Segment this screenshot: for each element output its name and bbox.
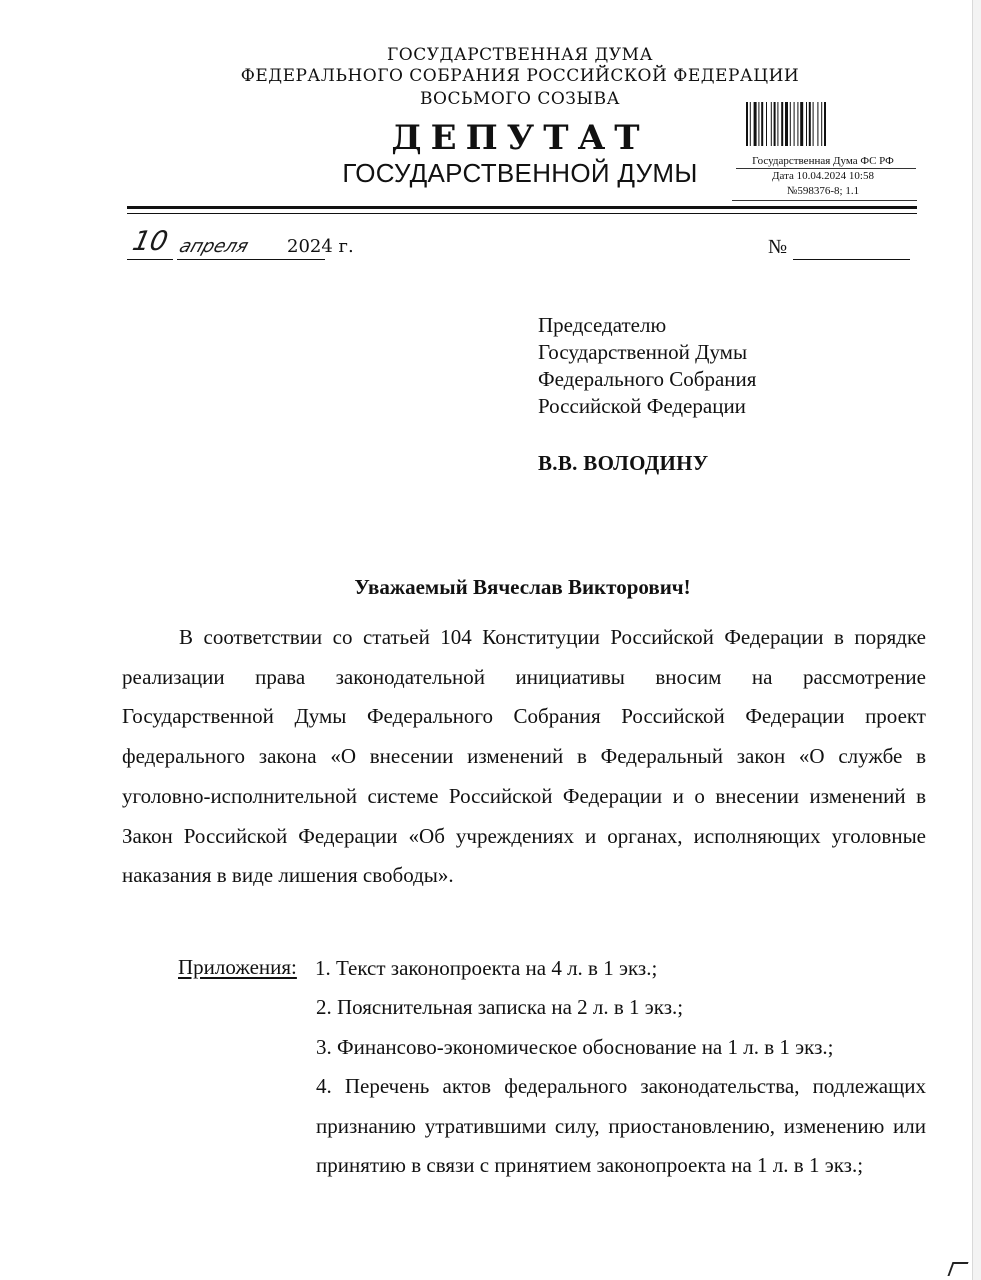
barcode-bar [813, 102, 814, 146]
barcode-bar [761, 102, 763, 146]
date-field [125, 226, 365, 266]
addressee-block [538, 312, 756, 420]
header-line-1: ГОСУДАРСТВЕННАЯ ДУМА [387, 45, 653, 65]
header-title: ДЕПУТАТ [391, 118, 649, 158]
stamp-line-3: №598376-8; 1.1 [786, 185, 860, 197]
header-subtitle: ГОСУДАРСТВЕННОЙ ДУМЫ [342, 158, 698, 188]
date-year: 2024 г. [287, 236, 354, 257]
barcode-bar [797, 102, 798, 146]
number-blank-line [793, 259, 910, 260]
barcode-bar [781, 102, 783, 146]
date-underline [285, 259, 325, 260]
page-shadow [973, 0, 981, 1280]
barcode-bar [766, 102, 767, 146]
header-line-3: ВОСЬМОГО СОЗЫВА [420, 89, 620, 109]
barcode-bar [777, 102, 778, 146]
attachment-item-4: 4. Перечень актов федерального законодательства, подлежащих признанию утратившими силу, приостановлению, изменению или принятию в связи с принятием законопроекта на 1 л. в 1 экз.; [316, 1074, 926, 1178]
barcode-bar [754, 102, 757, 146]
header-rule-thin [127, 213, 917, 214]
attachment-item-1: 1. Текст законопроекта на 4 л. в 1 экз.; [315, 956, 658, 980]
barcode-bar [785, 102, 788, 146]
barcode-bar [821, 102, 822, 146]
barcode-bar [750, 102, 751, 146]
barcode-bar [790, 102, 791, 146]
barcode-bar [771, 102, 772, 146]
date-day: 10 [129, 226, 171, 257]
barcode-bar [746, 102, 748, 146]
salutation: Уважаемый Вячеслав Викторович! [354, 575, 691, 599]
attachment-item-2: 2. Пояснительная записка на 2 л. в 1 экз.; [316, 995, 684, 1019]
addressee-line-2: Государственной Думы [538, 340, 748, 364]
addressee-name: В.В. ВОЛОДИНУ [538, 451, 709, 475]
barcode-bar [794, 102, 795, 146]
stamp-divider [736, 168, 916, 169]
addressee-line-1: Председателю [538, 313, 667, 337]
barcode-bar [809, 102, 811, 146]
attachments-label: Приложения: [178, 955, 297, 979]
attachment-item-3: 3. Финансово-экономическое обоснование на 1 л. в 1 экз.; [316, 1035, 834, 1059]
barcode-bar [800, 102, 803, 146]
body-paragraph: В соответствии со статьей 104 Конституции Российской Федерации в порядке реализации права законодательной инициативы вносим на рассмотрение Государственной Думы Федерального Собрания Российской Федерации проект федерального закона «О внесении изменений в Федеральный закон «О службе в уголовно-исполнительной системе Российской Федерации и о внесении изменений в Закон Российской Федерации «Об учреждениях и органах, исполняющих уголовные наказания в виде лишения свободы». [122, 625, 926, 888]
stamp-line-2: Дата 10.04.2024 10:58 [772, 170, 874, 182]
barcode-bar [824, 102, 826, 146]
barcode-bar [817, 102, 818, 146]
header-line-2: ФЕДЕРАЛЬНОГО СОБРАНИЯ РОССИЙСКОЙ ФЕДЕРАЦИИ [240, 66, 800, 86]
stamp-line-1: Государственная Дума ФС РФ [752, 155, 894, 167]
date-underline [127, 259, 173, 260]
stamp-bottom-rule [732, 200, 917, 201]
date-underline [177, 259, 285, 260]
date-month: апреля [176, 236, 252, 257]
number-label: № [768, 236, 788, 258]
barcode-bar [774, 102, 776, 146]
barcode-bar [806, 102, 807, 146]
barcode-bar [758, 102, 759, 146]
addressee-line-4: Российской Федерации [538, 394, 746, 418]
barcode-icon [745, 102, 895, 146]
addressee-line-3: Федерального Собрания [538, 367, 757, 391]
header-rule-thick [127, 206, 917, 209]
